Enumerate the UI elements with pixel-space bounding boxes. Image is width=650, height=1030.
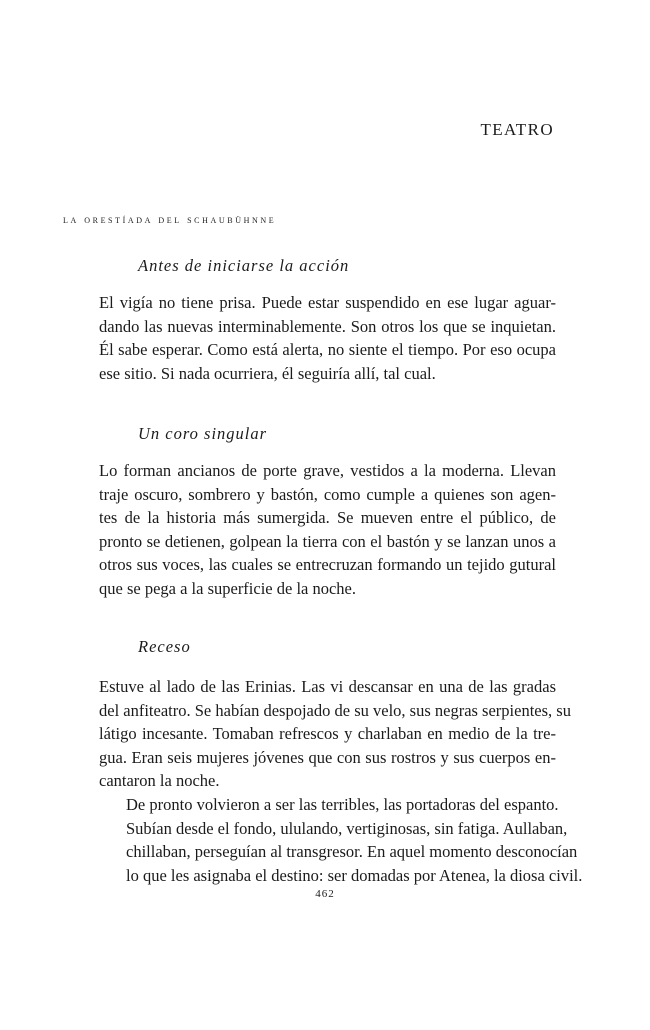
text-line: cantaron la noche.	[99, 771, 220, 791]
text-line: pronto se detienen, golpean la tierra con el bastón y se lanzan unos a	[99, 531, 556, 551]
text-line: chillaban, perseguían al transgresor. En aquel momento desconocían	[126, 842, 578, 862]
subheading-antes: Antes de iniciarse la acción	[138, 256, 350, 275]
running-head: TEATRO	[480, 120, 554, 139]
body-text-block-2	[99, 459, 556, 601]
text-line: De pronto volvieron a ser las terribles, las portadoras del espanto.	[126, 794, 559, 814]
text-line: ese sitio. Si nada ocurriera, él seguiría allí, tal cual.	[99, 363, 436, 383]
paragraph	[99, 793, 583, 887]
text-line: Subían desde el fondo, ululando, vertiginosas, sin fatiga. Aullaban,	[126, 818, 568, 838]
text-line: látigo incesante. Tomaban refrescos y charlaban en medio de la tre-	[99, 724, 556, 744]
text-line: del anfiteatro. Se habían despojado de su velo, sus negras serpientes, su	[99, 700, 571, 720]
page-number: 462	[315, 888, 335, 900]
section-title: la orestíada del schaubühnne	[63, 214, 277, 226]
text-line: traje oscuro, sombrero y bastón, como cumple a quienes son agen-	[99, 484, 556, 504]
body-text-block-1	[99, 291, 556, 385]
subheading-receso: Receso	[138, 637, 191, 656]
text-line: que se pega a la superficie de la noche.	[99, 578, 356, 598]
text-line: gua. Eran seis mujeres jóvenes que con sus rostros y sus cuerpos en-	[99, 747, 556, 767]
paragraph	[99, 459, 556, 601]
text-line: El vigía no tiene prisa. Puede estar suspendido en ese lugar aguar-	[99, 293, 556, 312]
text-line: lo que les asignaba el destino: ser domadas por Atenea, la diosa civil.	[126, 865, 583, 885]
paragraph	[99, 291, 556, 385]
text-line: Lo forman ancianos de porte grave, vestidos a la moderna. Llevan	[99, 461, 556, 480]
text-line: Estuve al lado de las Erinias. Las vi descansar en una de las gradas	[99, 677, 556, 696]
text-line: dando las nuevas interminablemente. Son otros los que se inquietan.	[99, 316, 556, 336]
text-line: Él sabe esperar. Como está alerta, no siente el tiempo. Por eso ocupa	[99, 340, 556, 360]
paragraph	[99, 675, 571, 793]
text-line: tes de la historia más sumergida. Se mueven entre el público, de	[99, 508, 556, 528]
text-line: otros sus voces, las cuales se entrecruzan formando un tejido gutural	[99, 555, 556, 575]
body-text-block-3	[99, 675, 583, 887]
subheading-coro: Un coro singular	[138, 424, 268, 443]
